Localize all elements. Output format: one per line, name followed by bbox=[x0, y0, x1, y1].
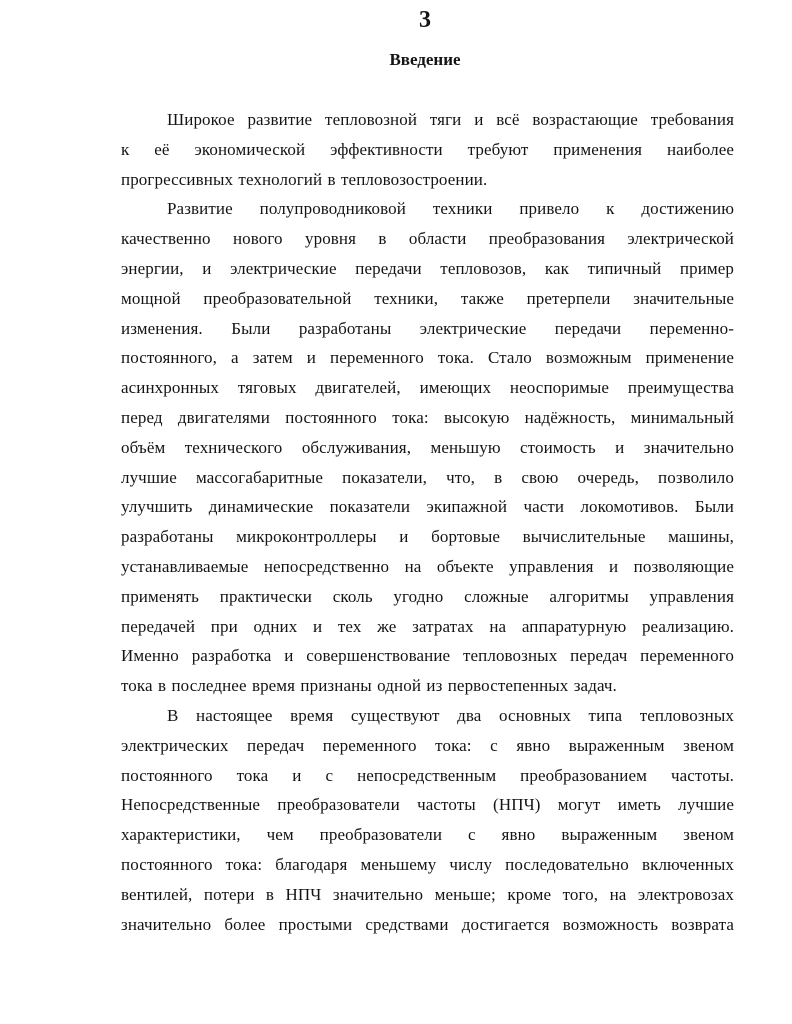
text-line: энергии, и электрические передачи тепловозов, как типичный пример bbox=[121, 258, 734, 278]
text-line: Непосредственные преобразователи частоты (НПЧ) могут иметь лучшие bbox=[121, 795, 734, 815]
text-line: лучшие массогабаритные показатели, что, в свою очередь, позволило bbox=[121, 467, 734, 487]
body-text bbox=[121, 105, 734, 939]
text-line: изменения. Были разработаны электрические передачи переменно- bbox=[121, 318, 734, 338]
text-line: тока в последнее время признаны одной из первостепенных задач. bbox=[121, 676, 617, 696]
text-line: характеристики, чем преобразователи с явно выраженным звеном bbox=[121, 825, 734, 845]
text-line: Именно разработка и совершенствование тепловозных передач переменного bbox=[121, 646, 734, 666]
text-line: применять практически сколь угодно сложные алгоритмы управления bbox=[121, 586, 734, 606]
text-line: перед двигателями постоянного тока: высокую надёжность, минимальный bbox=[121, 407, 734, 427]
text-line: Развитие полупроводниковой техники привело к достижению bbox=[167, 199, 734, 219]
text-line: Широкое развитие тепловозной тяги и всё возрастающие требования bbox=[167, 110, 734, 129]
text-line: В настоящее время существуют два основных типа тепловозных bbox=[167, 705, 734, 725]
text-line: к её экономической эффективности требуют применения наиболее bbox=[121, 139, 734, 159]
text-line: качественно нового уровня в области преобразования электрической bbox=[121, 229, 734, 249]
text-line: постоянного тока и с непосредственным преобразованием частоты. bbox=[121, 765, 734, 785]
text-line: значительно более простыми средствами достигается возможность возврата bbox=[121, 914, 734, 934]
text-line: передачей при одних и тех же затратах на аппаратурную реализацию. bbox=[121, 616, 734, 636]
text-line: устанавливаемые непосредственно на объекте управления и позволяющие bbox=[121, 556, 734, 576]
text-line: улучшить динамические показатели экипажной части локомотивов. Были bbox=[121, 497, 734, 517]
text-line: объём технического обслуживания, меньшую стоимость и значительно bbox=[121, 437, 734, 457]
text-line: прогрессивных технологий в тепловозостроении. bbox=[121, 169, 488, 189]
paragraph-1 bbox=[121, 105, 734, 194]
text-line: вентилей, потери в НПЧ значительно меньше; кроме того, на электровозах bbox=[121, 884, 734, 904]
text-line: постоянного тока: благодаря меньшему числу последовательно включенных bbox=[121, 854, 734, 874]
text-line: мощной преобразовательной техники, также претерпели значительные bbox=[121, 288, 734, 308]
text-line: постоянного, а затем и переменного тока. Стало возможным применение bbox=[121, 348, 734, 368]
paragraph-2 bbox=[121, 194, 734, 701]
text-line: разработаны микроконтроллеры и бортовые вычислительные машины, bbox=[121, 527, 734, 547]
page-number: 3 bbox=[419, 7, 431, 33]
paragraph-3 bbox=[121, 701, 734, 939]
text-line: асинхронных тяговых двигателей, имеющих неоспоримые преимущества bbox=[121, 378, 734, 398]
section-heading: Введение bbox=[389, 50, 461, 69]
text-line: электрических передач переменного тока: с явно выраженным звеном bbox=[121, 735, 734, 755]
